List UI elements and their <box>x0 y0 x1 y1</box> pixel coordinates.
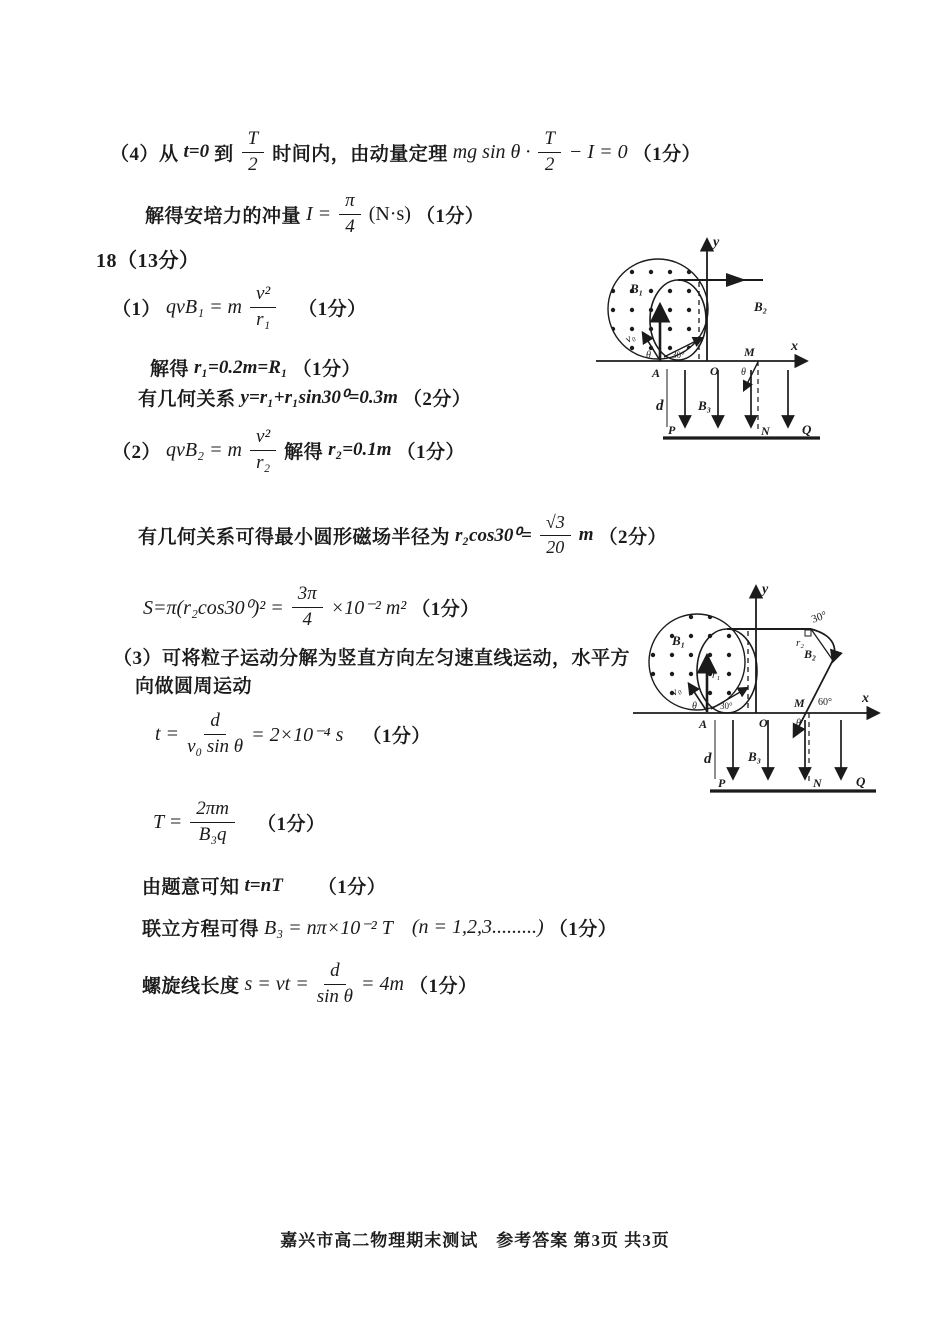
fraction: $\frac{T}{2}$ <box>242 128 265 177</box>
score: （1分） <box>362 725 431 747</box>
score: （1分） <box>548 919 618 940</box>
math: − I = 0 <box>568 140 628 163</box>
line-2c <box>143 583 480 632</box>
point-N-label: N <box>761 424 770 438</box>
fraction: $\frac{d}{\text{sin θ}}$ <box>316 960 353 1007</box>
text-cn: （2） <box>112 441 162 463</box>
line-3b <box>135 671 252 698</box>
score: （2分） <box>402 389 472 410</box>
text-cn: 时间内，由动量定理 <box>272 143 448 165</box>
score: （2分） <box>598 526 667 548</box>
text-cn: 有几何关系 <box>138 389 236 410</box>
score: （1分） <box>317 877 387 898</box>
line-2b <box>138 512 667 558</box>
point-P-label: P <box>668 423 676 437</box>
exit-velocity-arrowhead <box>726 273 746 287</box>
physics-diagram-1 <box>588 228 880 462</box>
text-cn: 解得 <box>150 359 190 380</box>
point-Q-label: Q <box>856 774 866 789</box>
score: （1分） <box>408 975 478 997</box>
text-cn: 联立方程可得 <box>142 919 260 940</box>
math: mg sin θ · <box>452 140 531 163</box>
question-18-heading <box>96 244 200 273</box>
point-N-label: N <box>813 776 822 790</box>
line-2a <box>112 426 465 475</box>
point-A-label: A <box>652 366 661 380</box>
fraction: $\frac{√3}{20}$ <box>540 512 571 558</box>
axis-label-y: y <box>762 582 769 597</box>
fraction: $\frac{d}{\text{v₀ sin θ}}$ <box>187 710 244 757</box>
math: s = vt = <box>244 972 309 995</box>
line-3c <box>155 710 431 759</box>
angle-30-at-A-label: 30° <box>720 701 733 711</box>
text-cn: （4）从 <box>110 143 179 165</box>
math: r₂=0.1m <box>328 439 392 461</box>
b3-label: B₃ <box>698 398 712 413</box>
text-cn: 螺旋线长度 <box>142 975 240 997</box>
score: （1分） <box>298 298 367 320</box>
b2-label: B₂ <box>754 299 768 314</box>
point-M-label: M <box>794 696 805 710</box>
heading-text: 18（13分） <box>96 250 200 272</box>
math: T = <box>153 810 183 833</box>
math: r₁=0.2m=R₁ <box>194 356 288 378</box>
point-A-label: A <box>699 717 708 731</box>
math: = 4m <box>361 972 404 995</box>
line-1c <box>138 384 471 411</box>
v0-label: v₀ <box>623 330 638 346</box>
math: qvB₂ = m <box>166 438 243 461</box>
physics-diagram-2 <box>628 573 920 821</box>
b2-label: B₂ <box>804 647 817 661</box>
right-angle-mark <box>805 630 811 636</box>
score: （1分） <box>411 598 480 620</box>
theta-at-A-label: θ <box>692 701 697 712</box>
math: y=r₁+r₁sin30⁰=0.3m <box>240 387 398 408</box>
math: t=0 <box>183 141 210 163</box>
r1-label: r₁ <box>712 669 721 681</box>
theta-at-M-label: θ <box>741 367 746 378</box>
point-Q-label: Q <box>802 422 812 437</box>
score: （1分） <box>292 359 362 380</box>
line-3g <box>142 960 477 1009</box>
text-cn: 由题意可知 <box>142 877 240 898</box>
math: r₂cos30⁰= <box>455 524 532 546</box>
point-P-label: P <box>718 776 726 790</box>
fraction: $\frac{\text{v²}}{\text{r₂}}$ <box>250 426 276 475</box>
fraction: $\frac{\text{v²}}{\text{r₁}}$ <box>250 283 276 332</box>
line-4a <box>110 128 701 177</box>
text-cn: （1） <box>112 298 162 320</box>
fraction: $\frac{3\pi}{4}$ <box>292 583 323 632</box>
theta-at-A-label: θ <box>646 350 651 361</box>
text-cn: （3）可将粒子运动分解为竖直方向左匀速直线运动，水平方 <box>113 648 631 669</box>
line-1a <box>112 283 367 332</box>
math: t = <box>155 722 180 745</box>
b1-label: B₁ <box>630 281 644 296</box>
b1-label: B₁ <box>672 633 686 648</box>
axis-label-x: x <box>791 339 798 354</box>
text-cn: 解得安培力的冲量 <box>145 205 302 227</box>
origin-label: O <box>759 716 768 730</box>
d-label: d <box>656 398 664 414</box>
theta-at-M-label: θ <box>796 718 801 729</box>
score: （1分） <box>415 205 485 227</box>
line-3d <box>153 798 326 847</box>
axis-label-y: y <box>713 235 720 250</box>
angle-30-label: 30° <box>672 350 685 360</box>
line-3f <box>142 914 617 941</box>
point-M-label: M <box>744 345 755 359</box>
line-4b <box>145 190 484 239</box>
score: （1分） <box>396 441 466 463</box>
text-cn: 向做圆周运动 <box>135 676 253 697</box>
fraction: $\frac{2\pi m}{\text{B₃q}}$ <box>190 798 235 847</box>
field-region-b1-circle <box>608 259 708 359</box>
math: (n = 1,2,3.........) <box>411 916 544 938</box>
fraction: $\frac{\pi}{4}$ <box>339 190 361 239</box>
b3-label: B₃ <box>748 749 762 764</box>
v0-label: v₀ <box>669 683 684 699</box>
line-3e <box>142 872 386 899</box>
fraction: $\frac{T}{2}$ <box>538 128 561 177</box>
r2-label: r₂ <box>796 637 805 649</box>
math: = 2×10⁻⁴ s <box>251 723 344 746</box>
math: ×10⁻² m² <box>330 596 407 619</box>
score: （1分） <box>257 813 326 835</box>
text-cn: 有几何关系可得最小圆形磁场半径为 <box>138 526 451 548</box>
math: B₃ = nπ×10⁻² T <box>264 917 393 939</box>
angle-60-label: 60° <box>818 697 832 708</box>
score: （1分） <box>632 143 702 165</box>
d-label: d <box>704 751 712 767</box>
math: S=π(r₂cos30⁰)² = <box>143 596 284 619</box>
math: (N·s) <box>368 202 411 225</box>
math: I = <box>306 202 332 225</box>
line-3a <box>113 643 630 670</box>
origin-label: O <box>710 364 719 378</box>
page-footer: 嘉兴市高二物理期末测试 参考答案 第3页 共3页 <box>280 1231 670 1250</box>
axis-label-x: x <box>862 691 869 706</box>
text-cn: 到 <box>214 143 234 165</box>
text-cn: 解得 <box>284 441 324 463</box>
math: m <box>578 524 594 546</box>
math: qvB₁ = m <box>166 295 243 318</box>
angle-30-top-label: 30° <box>809 609 829 626</box>
math: t=nT <box>244 874 283 896</box>
line-1b <box>150 354 361 381</box>
